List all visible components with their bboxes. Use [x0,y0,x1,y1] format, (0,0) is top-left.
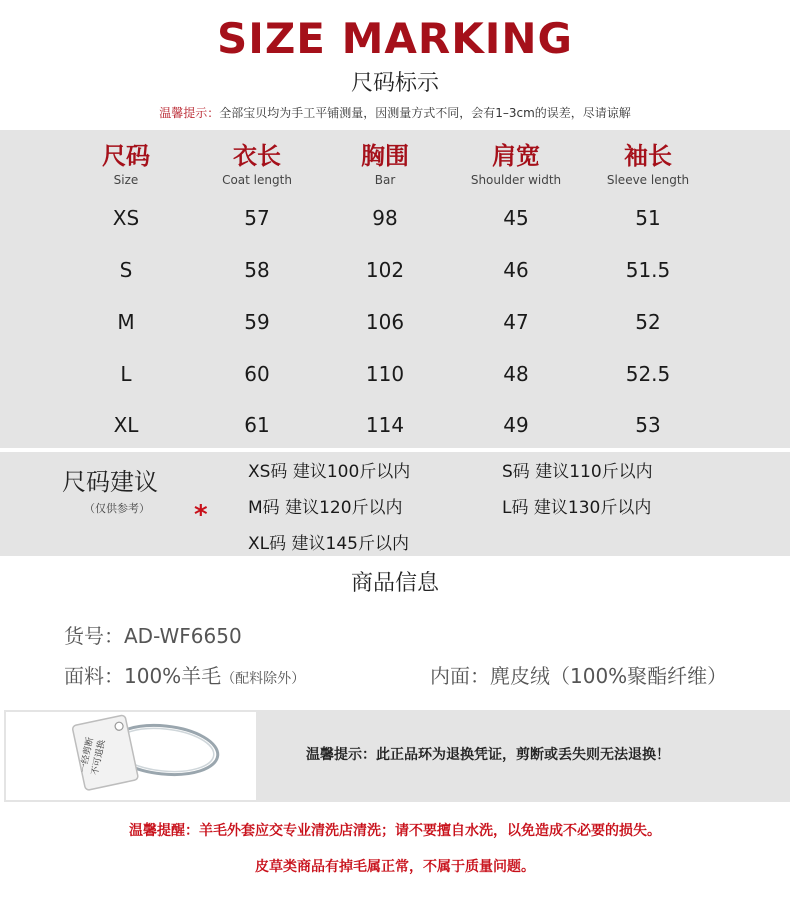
fabric-label: 面料： [64,664,124,688]
sku-value: AD-WF6650 [124,624,242,648]
table-cell: 52.5 [625,362,671,386]
suggestion-item: XL码 建议145斤以内 [248,534,409,554]
table-cell: L [120,362,132,386]
table-cell: 52 [635,310,661,334]
size-table [0,130,790,448]
lining-value: 麂皮绒（100%聚酯纤维） [490,664,728,688]
table-cell: 110 [365,362,405,386]
asterisk-icon: * [194,500,208,530]
tag-notice-text: 温馨提示：此正品环为退换凭证，剪断或丢失则无法退换！ [306,747,670,763]
notice-text: 全部宝贝均为手工平铺测量，因测量方式不同，会有1–3cm的误差，尽请谅解 [219,106,631,120]
notice-prefix: 温馨提示： [159,106,220,120]
lining-label: 内面： [430,664,490,688]
header-size [76,142,176,188]
table-cell: 48 [503,362,529,386]
table-cell: 49 [503,413,529,437]
header-bust-cn: 胸围 [361,142,409,170]
header-shoulder-width-cn: 肩宽 [492,142,540,170]
shedding-warning: 皮草类商品有掉毛属正常，不属于质量问题。 [255,859,535,875]
table-cell: 114 [365,413,405,437]
suggestion-item: L码 建议130斤以内 [502,498,652,518]
table-cell: 60 [244,362,270,386]
tag-label-line1: 一经剪断 [78,736,96,774]
suggestion-title: 尺码建议 [62,468,158,496]
header-size-en: Size [113,173,139,187]
header-size-cn: 尺码 [102,142,150,170]
table-cell: 98 [372,206,398,230]
table-cell: 46 [503,258,529,282]
suggestion-item: XS码 建议100斤以内 [248,462,411,482]
suggestion-item: S码 建议110斤以内 [502,462,653,482]
tag-label-line2: 不可退换 [90,738,108,777]
table-cell: S [119,258,133,282]
header-sleeve-length-cn: 袖长 [624,142,672,170]
washing-warning: 温馨提醒：羊毛外套应交专业清洗店清洗；请不要擅自水洗，以免造成不必要的损失。 [129,823,661,839]
header-coat-length-cn: 衣长 [233,142,281,170]
header-coat-length [192,142,322,188]
security-tag-icon [6,712,256,800]
table-cell: 58 [244,258,270,282]
table-cell: XS [112,206,140,230]
sku-label: 货号： [64,624,124,648]
table-cell: 102 [365,258,405,282]
suggestion-subtitle: （仅供参考） [84,502,150,515]
header-bust-en: Bar [374,173,396,187]
product-sku [64,620,242,649]
header-coat-length-en: Coat length [222,173,292,187]
security-tag-image [6,712,256,800]
product-info-title: 商品信息 [350,571,439,596]
title-english: SIZE MARKING [216,14,574,63]
table-cell: 61 [244,413,270,437]
header-sleeve-length-en: Sleeve length [606,173,690,187]
fabric-value: 100%羊毛 [124,664,222,688]
fabric-note: （配料除外） [221,671,306,687]
measurement-notice [0,104,790,121]
table-cell: 45 [503,206,529,230]
table-cell: M [117,310,135,334]
suggestion-item: M码 建议120斤以内 [248,498,403,518]
header-shoulder-width [448,142,584,188]
table-cell: 57 [244,206,270,230]
table-cell: 47 [503,310,529,334]
header-bust [320,142,450,188]
table-cell: XL [113,413,139,437]
product-fabric [64,660,305,689]
table-cell: 59 [244,310,270,334]
header-sleeve-length [582,142,714,188]
table-cell: 51.5 [625,258,671,282]
table-cell: 106 [365,310,405,334]
title-chinese: 尺码标示 [350,71,439,96]
table-cell: 51 [635,206,661,230]
header-shoulder-width-en: Shoulder width [470,173,562,187]
product-lining [430,660,727,689]
table-cell: 53 [635,413,661,437]
